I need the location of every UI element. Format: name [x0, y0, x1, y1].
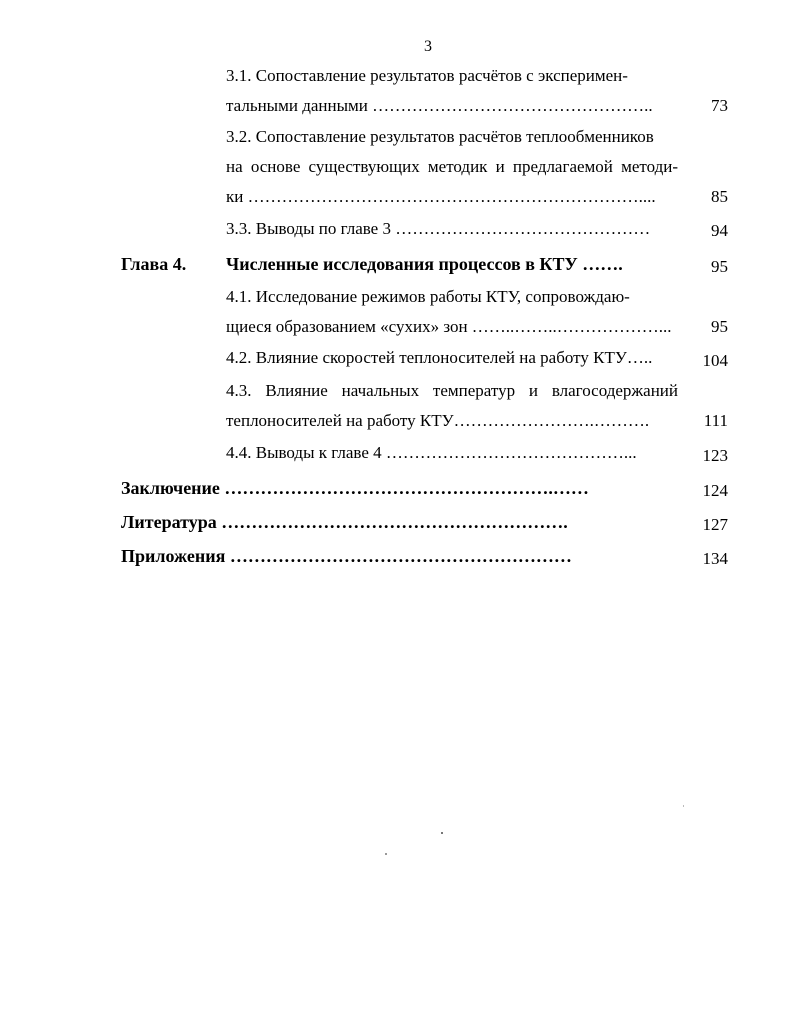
- toc-text: тальными данными …………………………………………..: [226, 96, 653, 115]
- toc-text: 4.2. Влияние скоростей теплоносителей на работу КТУ…..: [226, 348, 653, 367]
- toc-page: 95: [711, 257, 728, 276]
- toc-text: 4.4. Выводы к главе 4 ……………………………………...: [226, 443, 637, 462]
- toc-text: 4.1. Исследование режимов работы КТУ, сопровождаю-: [226, 287, 630, 306]
- toc-page: 95: [711, 317, 728, 336]
- page-number: 3: [424, 38, 432, 55]
- toc-page: 73: [711, 96, 728, 115]
- toc-text: на основе существующих методик и предлагаемой методи-: [226, 157, 678, 176]
- toc-text: 3.3. Выводы по главе 3 ………………………………………: [226, 219, 651, 238]
- toc-text: теплоносителей на работу КТУ…………………….……….: [226, 411, 650, 430]
- toc-page: 85: [711, 187, 728, 206]
- toc-page: 127: [702, 515, 728, 534]
- toc-page: 94: [711, 221, 728, 240]
- toc-text: Заключение ……………………………………………….……: [121, 478, 589, 498]
- chapter-title: Численные исследования процессов в КТУ …….: [226, 254, 623, 274]
- toc-page: 134: [702, 549, 728, 568]
- scan-speck: [385, 853, 387, 855]
- scan-speck: [441, 832, 443, 834]
- toc-text: ки ……………………………………………………………....: [226, 187, 656, 206]
- chapter-label: Глава 4.: [121, 254, 187, 274]
- toc-page: 123: [702, 446, 728, 465]
- scan-speck: [683, 805, 684, 807]
- toc-text: щиеся образованием «сухих» зон ……..……..………………...: [226, 317, 672, 336]
- toc-text: Приложения …………………………………………………: [121, 546, 572, 566]
- toc-page: 104: [702, 351, 728, 370]
- toc-page: 111: [703, 411, 728, 430]
- toc-page: 124: [702, 481, 728, 500]
- toc-text: 3.1. Сопоставление результатов расчётов с эксперимен-: [226, 66, 628, 85]
- toc-text: 4.3. Влияние начальных температур и влагосодержаний: [226, 381, 678, 400]
- toc-text: Литература ………………………………………………….: [121, 512, 568, 532]
- toc-text: 3.2. Сопоставление результатов расчётов теплообменников: [226, 127, 654, 146]
